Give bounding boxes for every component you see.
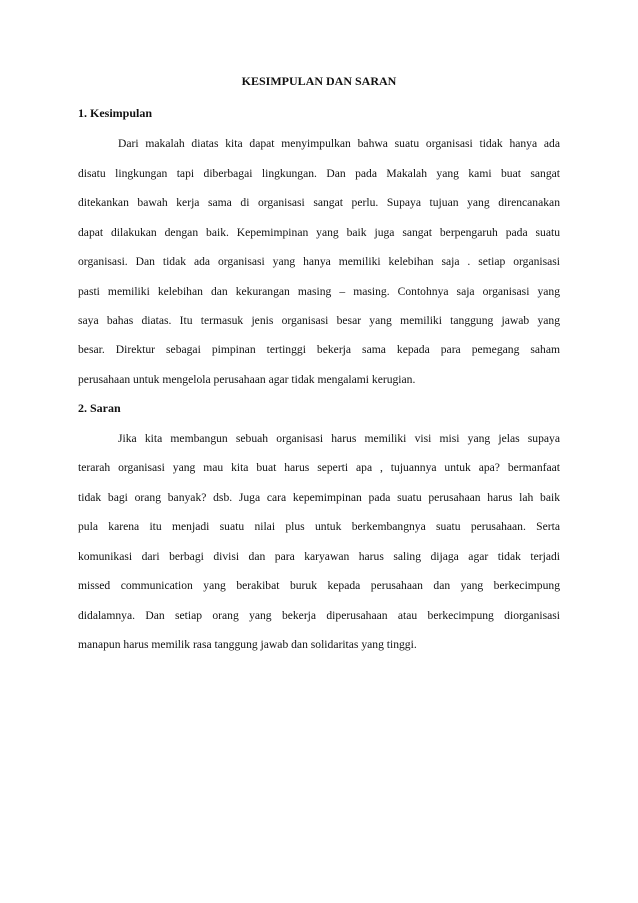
paragraph-line: perusahaan untuk mengelola perusahaan agar tidak mengalami kerugian. bbox=[78, 373, 416, 386]
section-heading-saran: 2. Saran bbox=[78, 401, 121, 415]
paragraph-line: besar. Direktur sebagai pimpinan tertinggi bekerja sama kepada para pemegang saham bbox=[78, 343, 560, 356]
paragraph-line: pula karena itu menjadi suatu nilai plus untuk berkembangnya suatu perusahaan. Serta bbox=[78, 520, 560, 533]
section-heading-kesimpulan: 1. Kesimpulan bbox=[78, 106, 153, 120]
page-title: KESIMPULAN DAN SARAN bbox=[241, 74, 397, 88]
paragraph-line: tidak bagi orang banyak? dsb. Juga cara kepemimpinan pada suatu perusahaan harus lah baik bbox=[78, 491, 560, 504]
paragraph-line: pasti memiliki kelebihan dan kekurangan masing – masing. Contohnya saja organisasi yang bbox=[78, 285, 560, 298]
paragraph-line: ditekankan bawah kerja sama di organisasi sangat perlu. Supaya tujuan yang direncanakan bbox=[78, 196, 560, 209]
paragraph-line: missed communication yang berakibat buruk kepada perusahaan dan yang berkecimpung bbox=[78, 579, 560, 592]
paragraph-line: Jika kita membangun sebuah organisasi harus memiliki visi misi yang jelas supaya bbox=[118, 432, 560, 445]
paragraph-line: komunikasi dari berbagi divisi dan para karyawan harus saling dijaga agar tidak terjadi bbox=[78, 550, 560, 563]
paragraph-line: didalamnya. Dan setiap orang yang bekerja diperusahaan atau berkecimpung diorganisasi bbox=[78, 609, 560, 622]
paragraph-line: organisasi. Dan tidak ada organisasi yang hanya memiliki kelebihan saja . setiap organisasi bbox=[78, 255, 560, 268]
paragraph-line: disatu lingkungan tapi diberbagai lingkungan. Dan pada Makalah yang kami buat sangat bbox=[78, 167, 560, 180]
paragraph-line: Dari makalah diatas kita dapat menyimpulkan bahwa suatu organisasi tidak hanya ada bbox=[118, 137, 560, 150]
paragraph-line: saya bahas diatas. Itu termasuk jenis organisasi besar yang memiliki tanggung jawab yang bbox=[78, 314, 560, 327]
paragraph-line: terarah organisasi yang mau kita buat harus seperti apa , tujuannya untuk apa? bermanfaat bbox=[78, 461, 560, 474]
paragraph-line: dapat dilakukan dengan baik. Kepemimpinan yang baik juga sangat berpengaruh pada suatu bbox=[78, 226, 560, 239]
paragraph-line: manapun harus memilik rasa tanggung jawab dan solidaritas yang tinggi. bbox=[78, 638, 417, 651]
